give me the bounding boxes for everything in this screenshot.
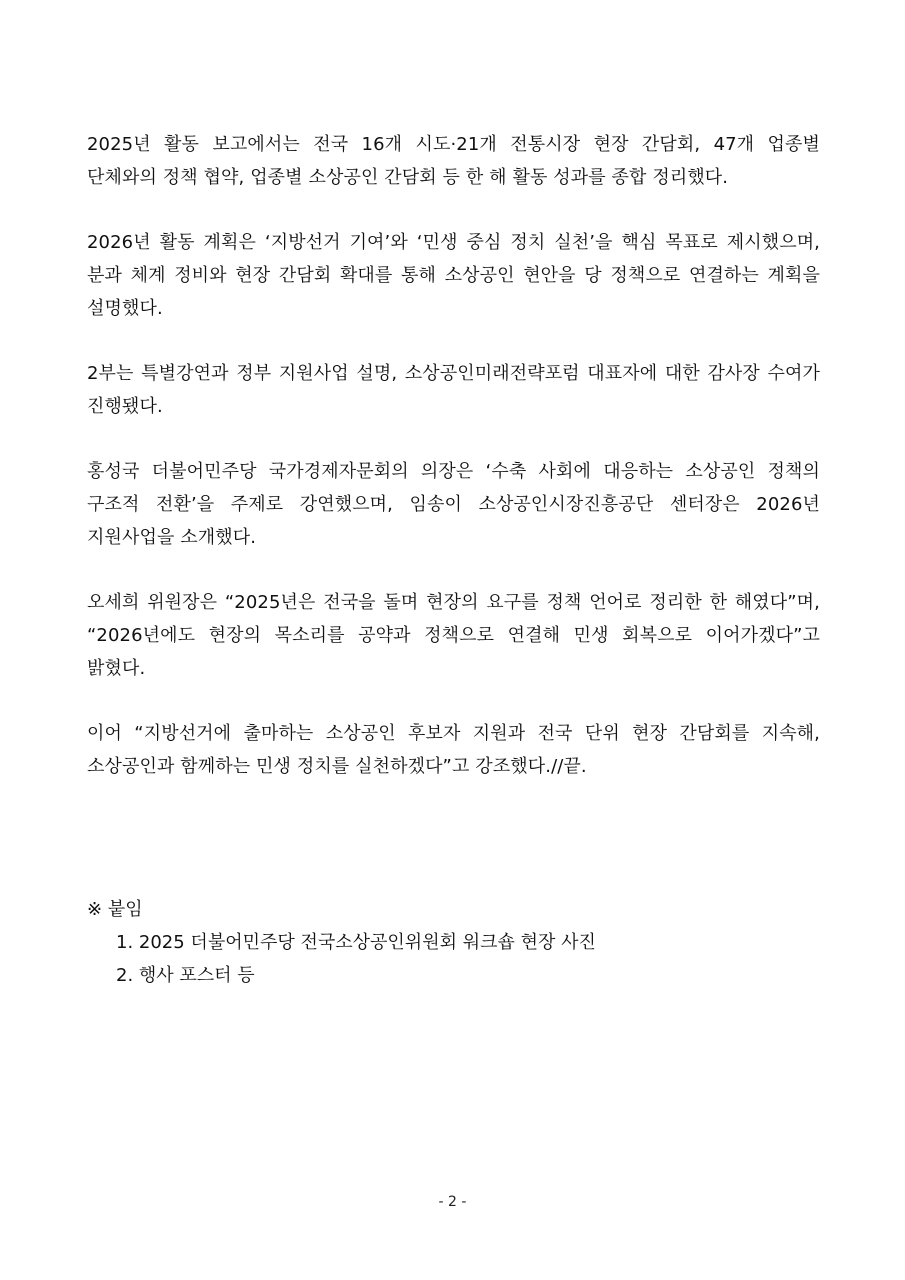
paragraph-closing: 이어 “지방선거에 출마하는 소상공인 후보자 지원과 전국 단위 현장 간담회를 지속해, 소상공인과 함께하는 민생 정치를 실천하겠다”고 강조했다.//끝. [87, 723, 820, 777]
paragraph-part-two: 2부는 특별강연과 정부 지원사업 설명, 소상공인미래전략포럼 대표자에 대한 감사장 수여가 진행됐다. [87, 363, 820, 417]
paragraph-lecture: 홍성국 더불어민주당 국가경제자문회의 의장은 ‘수축 사회에 대응하는 소상공인 정책의 구조적 전환’을 주제로 강연했으며, 임송이 소상공인시장진흥공단 센터장은 2026년 지원사업을 소개했다. [87, 461, 820, 548]
attachments-list [87, 926, 820, 992]
paragraph-activity-report: 2025년 활동 보고에서는 전국 16개 시도·21개 전통시장 현장 간담회, 47개 업종별 단체와의 정책 협약, 업종별 소상공인 간담회 등 한 해 활동 성과를 종합 정리했다. [87, 134, 820, 188]
attachment-item: 1. 2025 더불어민주당 전국소상공인위원회 워크숍 현장 사진 [116, 932, 596, 953]
page-number: - 2 - [438, 1194, 467, 1210]
attachments-heading: ※ 붙임 [87, 899, 143, 920]
paragraph-activity-plan: 2026년 활동 계획은 ‘지방선거 기여’와 ‘민생 중심 정치 실천’을 핵심 목표로 제시했으며, 분과 체계 정비와 현장 간담회 확대를 통해 소상공인 현안을 당 정책으로 연결하는 계획을 설명했다. [87, 232, 820, 319]
document-body [87, 128, 820, 815]
attachment-item: 2. 행사 포스터 등 [116, 965, 255, 986]
paragraph-chair-quote: 오세희 위원장은 “2025년은 전국을 돌며 현장의 요구를 정책 언어로 정리한 한 해였다”며, “2026년에도 현장의 목소리를 공약과 정책으로 연결해 민생 회복으로 이어가겠다”고 밝혔다. [87, 592, 820, 679]
attachments-section [87, 893, 820, 992]
